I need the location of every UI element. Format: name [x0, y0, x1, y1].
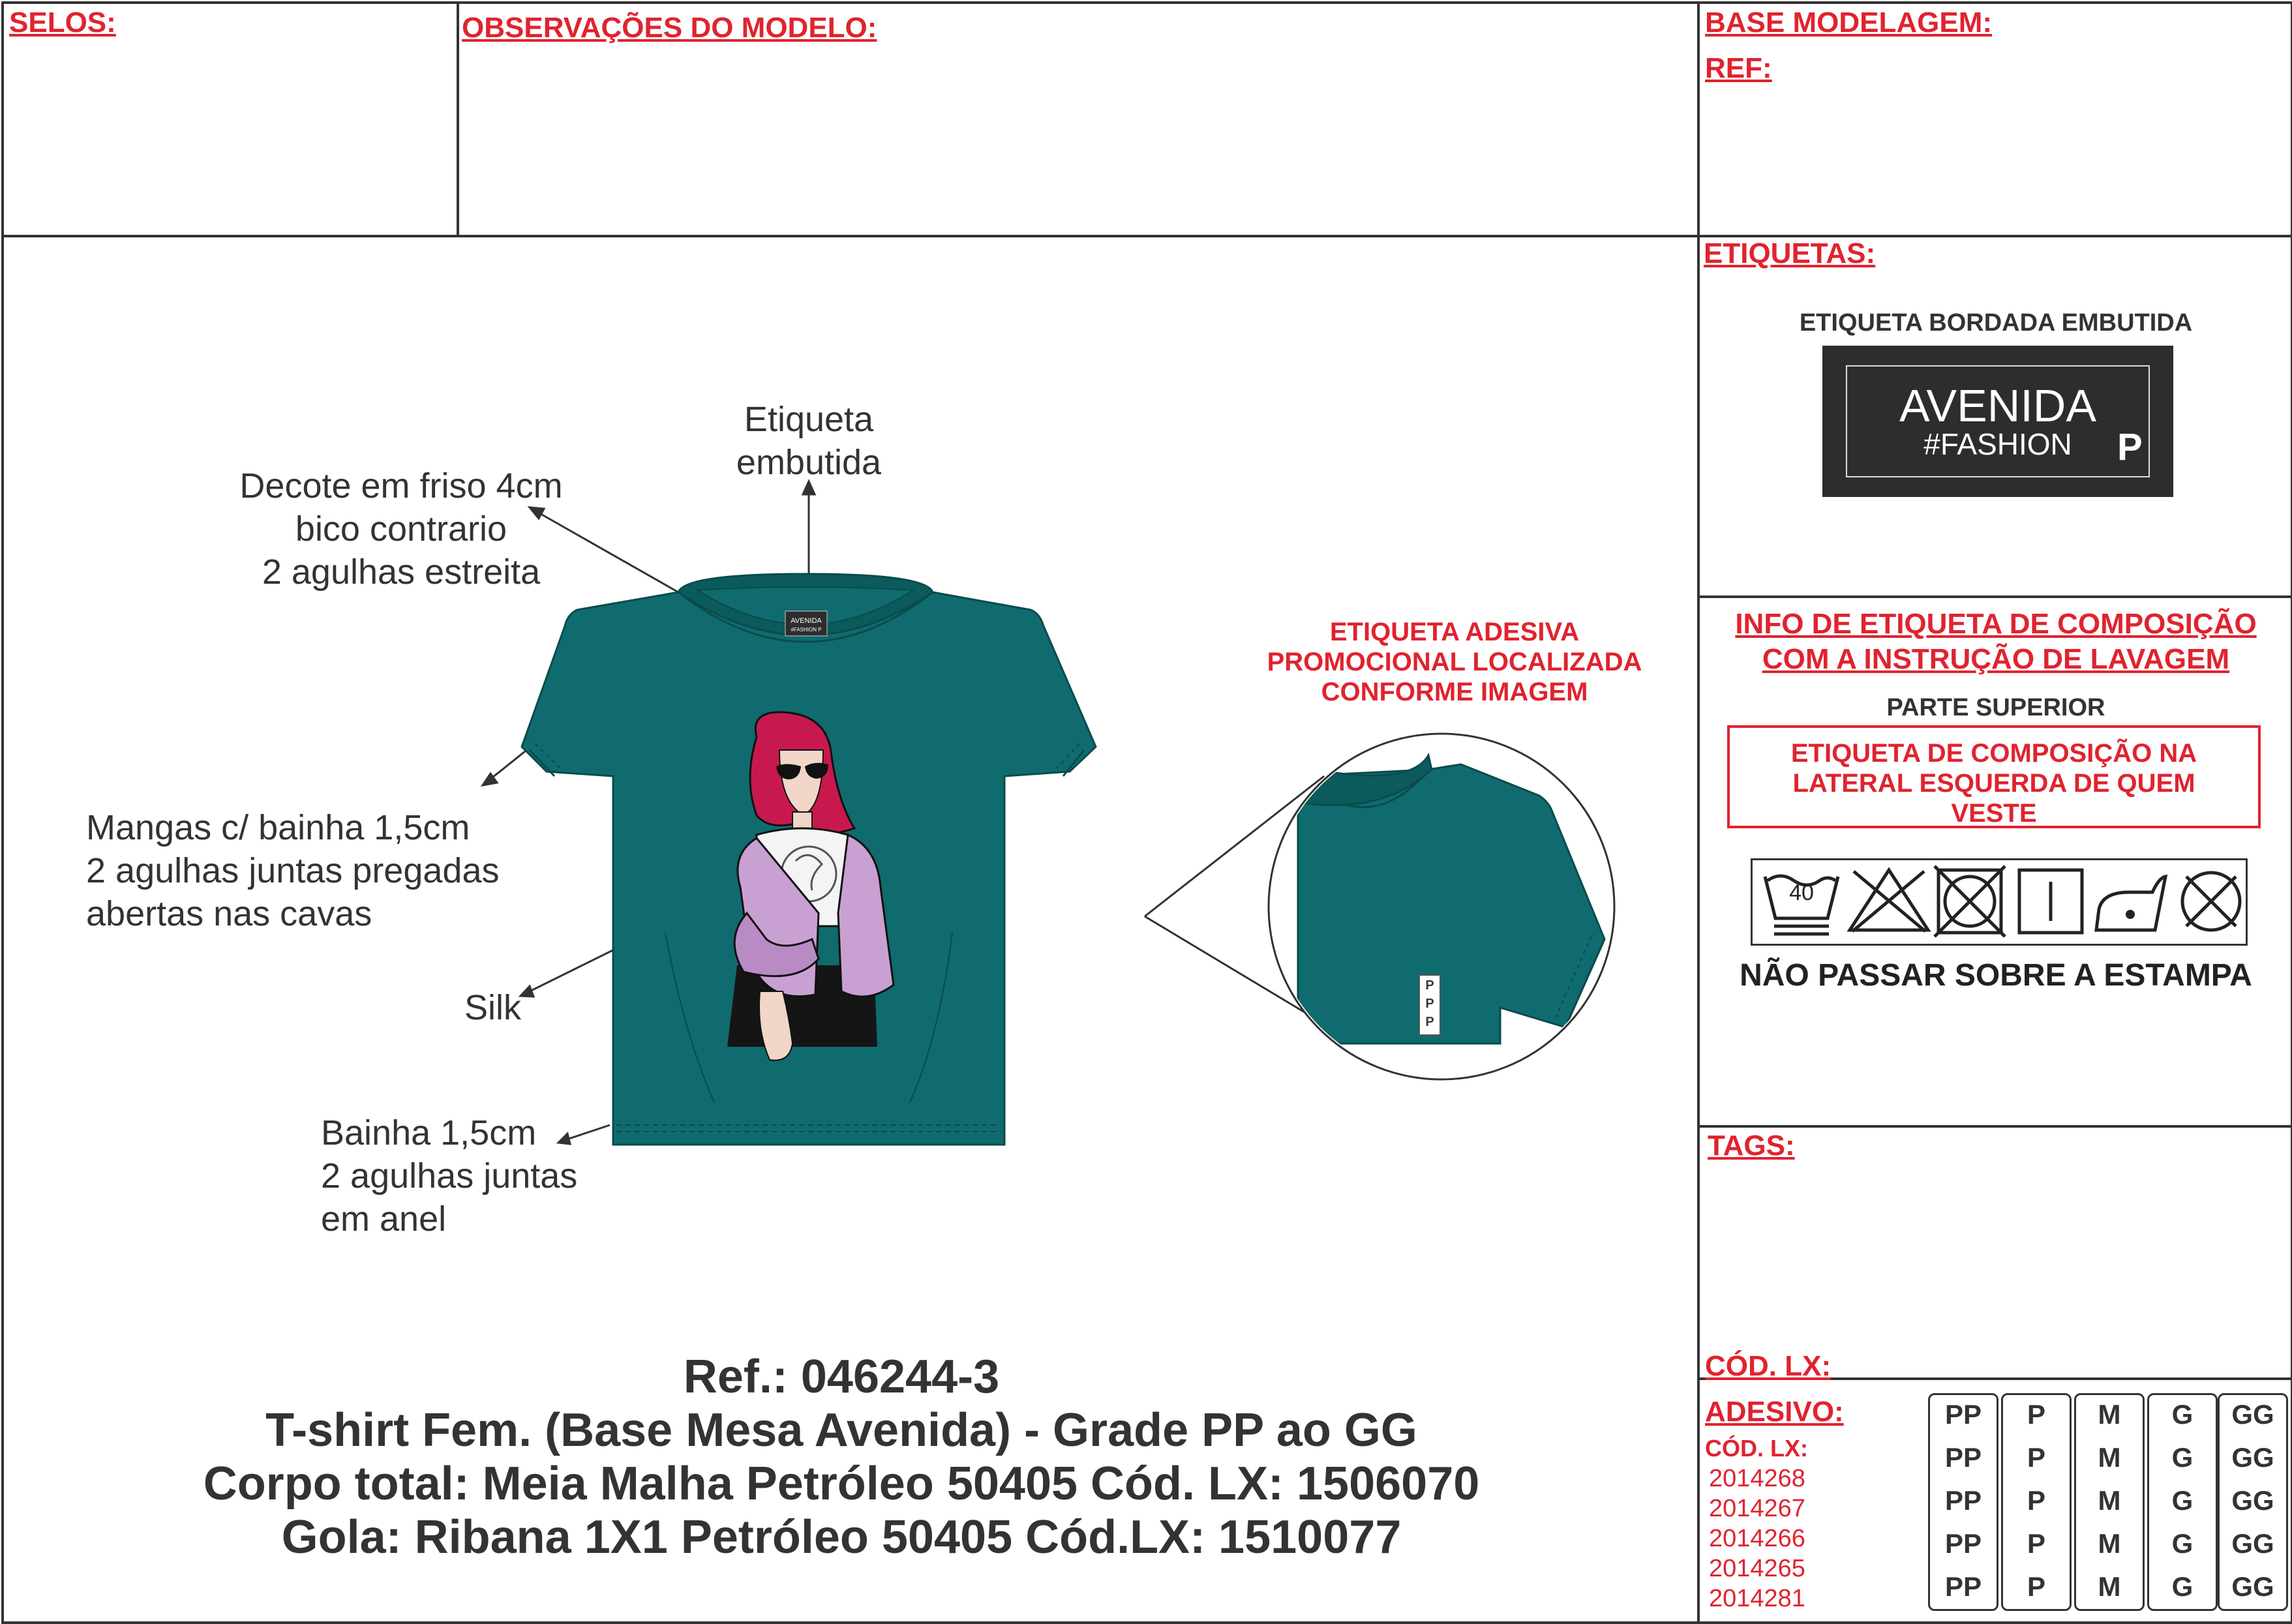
annotation-silk: Silk [464, 988, 522, 1027]
brand-label [1822, 346, 2173, 497]
composicao-title: INFO DE ETIQUETA DE COMPOSIÇÃO COM A INSTRUÇÃO DE LAVAGEM [1735, 608, 2257, 675]
ref-heading: REF: [1705, 52, 1772, 84]
no-dry-clean-icon [2182, 873, 2240, 930]
adhesive-tag-letter: P [1425, 997, 1434, 1011]
base-modelagem-heading: BASE MODELAGEM: [1705, 7, 1992, 38]
annotation-etiqueta: Etiqueta embutida [736, 400, 882, 482]
adesivo-heading: ADESIVO: [1705, 1396, 1844, 1428]
product-info [91, 1350, 1591, 1564]
iron-low-icon [2096, 877, 2165, 930]
annotation-mangas: Mangas c/ bainha 1,5cm 2 agulhas juntas pregadas abertas nas cavas [86, 808, 500, 933]
adhesive-tag-letter: P [1425, 1015, 1434, 1029]
annotation-bainha: Bainha 1,5cm 2 agulhas juntas em anel [321, 1113, 578, 1239]
no-bleach-icon [1850, 870, 1928, 931]
adesivo-code: 2014281 [1709, 1585, 1805, 1612]
product-name: T-shirt Fem. (Base Mesa Avenida) - Grade PP ao GG [265, 1404, 1417, 1456]
care-warning: NÃO PASSAR SOBRE A ESTAMPA [1740, 958, 2252, 993]
annotation-decote: Decote em friso 4cm bico contrario 2 agulhas estreita [239, 466, 563, 592]
adesivo-cod-label: CÓD. LX: [1705, 1435, 1808, 1462]
size-column-pp: PP PP PP PP PP [1928, 1393, 1998, 1611]
brand-label-name: AVENIDA [1899, 380, 2097, 431]
observacoes-heading: OBSERVAÇÕES DO MODELO: [462, 12, 877, 44]
product-gola: Gola: Ribana 1X1 Petróleo 50405 Cód.LX: 1510077 [281, 1511, 1402, 1563]
divider [1697, 595, 2291, 598]
line-dry-icon [2019, 870, 2082, 933]
svg-text:#FASHION P: #FASHION P [791, 627, 822, 633]
no-tumble-dry-icon [1935, 866, 2005, 937]
product-ref: Ref.: 046244-3 [683, 1351, 1000, 1403]
etiquetas-heading: ETIQUETAS: [1704, 237, 1876, 269]
adesivo-code: 2014268 [1709, 1465, 1805, 1492]
brand-label-size: P [2117, 426, 2143, 468]
size-column-g: G G G G G [2147, 1393, 2218, 1611]
svg-text:AVENIDA: AVENIDA [791, 617, 822, 625]
composicao-box: ETIQUETA DE COMPOSIÇÃO NA LATERAL ESQUERDA DE QUEM VESTE [1727, 725, 2261, 828]
adhesive-tag-letter: P [1425, 978, 1434, 993]
selos-heading: SELOS: [9, 7, 116, 38]
wash-temperature: 40 [1789, 880, 1814, 905]
brand-label-tag: #FASHION [1923, 427, 2072, 461]
adesivo-code: 2014267 [1709, 1495, 1805, 1522]
product-corpo: Corpo total: Meia Malha Petróleo 50405 Cód. LX: 1506070 [203, 1458, 1480, 1510]
neck-label-icon [785, 611, 827, 636]
adesivo-code: 2014266 [1709, 1525, 1805, 1552]
cod-lx-heading: CÓD. LX: [1705, 1350, 1832, 1382]
tags-heading: TAGS: [1708, 1130, 1795, 1162]
adhesive-note: ETIQUETA ADESIVA PROMOCIONAL LOCALIZADA CONFORME IMAGEM [1267, 618, 1642, 706]
divider [1697, 1125, 2291, 1128]
size-column-m: M M M M M [2074, 1393, 2145, 1611]
divider [457, 1, 459, 236]
etiquetas-subtitle: ETIQUETA BORDADA EMBUTIDA [1799, 309, 2193, 337]
size-column-p: P P P P P [2001, 1393, 2072, 1611]
size-column-gg: GG GG GG GG GG [2218, 1393, 2288, 1611]
adesivo-code: 2014265 [1709, 1555, 1805, 1582]
parte-superior: PARTE SUPERIOR [1886, 694, 2105, 721]
care-icons [1751, 858, 2246, 943]
